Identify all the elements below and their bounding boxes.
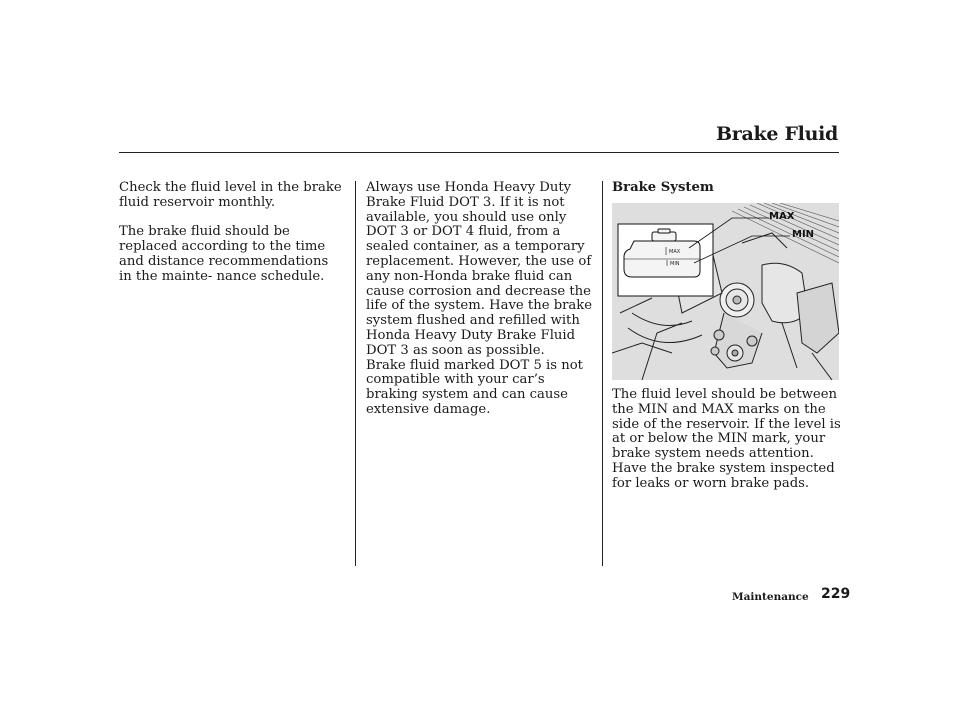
title-rule <box>119 152 839 153</box>
column-divider-2 <box>602 181 603 566</box>
column-1-paragraph-1: Check the fluid level in the brake fluid reservoir monthly. <box>119 180 342 210</box>
column-1 <box>119 181 344 285</box>
column-3-body <box>612 388 844 492</box>
section-heading: Brake System <box>612 180 714 195</box>
reservoir-min-mark: MIN <box>670 261 680 267</box>
column-1-paragraph-2: The brake fluid should be replaced according to the time and distance recommendations in the mainte- nance schedule. <box>119 224 329 284</box>
column-3-paragraph: The fluid level should be between the MIN and MAX marks on the side of the reservoir. If the level is at or below the MIN mark, your brake system needs attention. Have the brake system inspected for leaks or worn brake pads. <box>612 387 841 491</box>
min-callout-label: MIN <box>792 229 815 240</box>
max-callout-label: MAX <box>769 211 795 222</box>
page-number: 229 <box>821 586 851 602</box>
brake-reservoir-illustration <box>612 203 839 380</box>
page-title: Brake Fluid <box>716 123 838 145</box>
footer-section-label: Maintenance <box>732 591 809 603</box>
column-2-paragraph-1: Always use Honda Heavy Duty Brake Fluid DOT 3. If it is not available, you should use only DOT 3 or DOT 4 fluid, from a sealed container, as a temporary replacement. However, the use of any non-Honda brake fluid can cause corrosion and decrease the life of the system. Have the brake system flushed and refilled with Honda Heavy Duty Brake Fluid DOT 3 as soon as possible. <box>366 180 593 358</box>
column-2 <box>366 181 598 418</box>
reservoir-max-mark: MAX <box>669 249 681 255</box>
column-2-paragraph-2: Brake fluid marked DOT 5 is not compatible with your car’s braking system and can cause extensive damage. <box>366 357 583 417</box>
column-3-heading-wrap <box>612 181 840 196</box>
column-divider-1 <box>355 181 356 566</box>
